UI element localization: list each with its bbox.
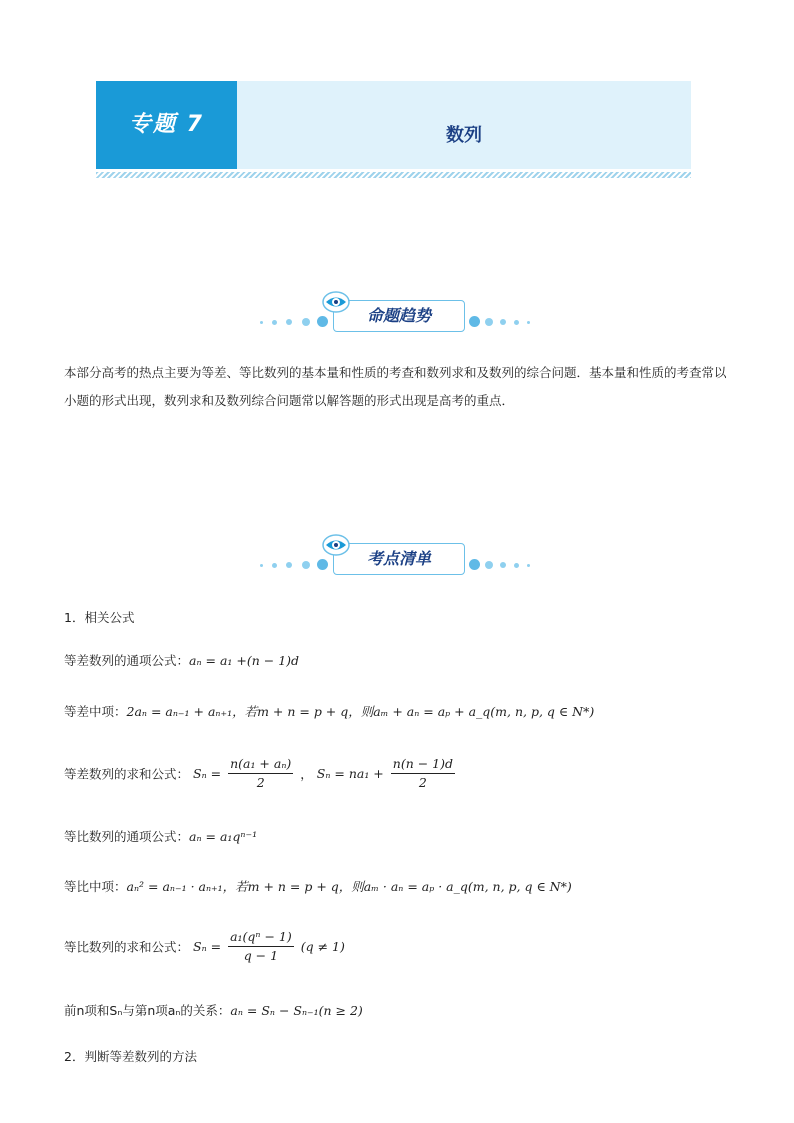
arith-sum-fraction-2	[391, 755, 455, 792]
fraction-numerator: n(n − 1)d	[391, 755, 455, 774]
section-heading-trend	[255, 290, 545, 340]
arith-general-label: 等差数列的通项公式：	[64, 653, 190, 668]
arith-general-formula: aₙ = a₁ +(n − 1)d	[189, 653, 300, 668]
arith-mid-label: 等差中项：	[64, 704, 127, 719]
section-heading-checklist	[255, 533, 545, 583]
arith-sum-label: 等差数列的求和公式：	[64, 766, 190, 782]
section-title-box	[333, 300, 465, 332]
heading-judge-arith: 2．判断等差数列的方法	[64, 1049, 197, 1064]
section-title: 考点清单	[366, 549, 431, 568]
arith-mid-formula: 2aₙ = aₙ₋₁ + aₙ₊₁，若m + n = p + q，则aₘ + aₙ = aₚ + a_q(m, n, p, q ∈ N*)	[126, 704, 595, 719]
geo-sum-row	[64, 928, 345, 965]
topic-number-label: 专题 7	[129, 112, 204, 137]
trend-paragraph: 本部分高考的热点主要为等差、等比数列的基本量和性质的考查和数列求和及数列的综合问题．基本量和性质的考查常以小题的形式出现，数列求和及数列综合问题常以解答题的形式出现是高考的重点．	[64, 365, 727, 408]
relation-row	[64, 1001, 363, 1019]
arith-sum-fraction-1	[228, 755, 293, 792]
arith-mid-row	[64, 702, 594, 720]
arith-sum-f2-lhs: Sₙ = na₁ +	[316, 766, 384, 781]
fraction-denominator: q − 1	[243, 948, 279, 963]
geo-sum-condition: (q ≠ 1)	[300, 939, 345, 954]
relation-formula: aₙ = Sₙ − Sₙ₋₁(n ≥ 2)	[230, 1003, 363, 1018]
geo-mid-formula: aₙ² = aₙ₋₁ · aₙ₊₁，若m + n = p + q，则aₘ · aₙ = aₚ · a_q(m, n, p, q ∈ N*)	[126, 879, 572, 894]
fraction-numerator: n(a₁ + aₙ)	[228, 755, 293, 774]
heading-related-formulas: 1．相关公式	[64, 610, 135, 625]
relation-label: 前n项和Sₙ与第n项aₙ的关系：	[64, 1003, 231, 1018]
banner-underline-stripe	[96, 172, 691, 178]
geo-sum-fraction	[228, 928, 294, 965]
formula-separator: ，	[300, 766, 313, 782]
geo-sum-label: 等比数列的求和公式：	[64, 939, 190, 955]
geo-general-row	[64, 827, 257, 845]
arith-sum-row	[64, 755, 458, 792]
arith-general-row	[64, 651, 299, 669]
geo-general-label: 等比数列的通项公式：	[64, 829, 190, 844]
section-title-box	[333, 543, 465, 575]
geo-mid-label: 等比中项：	[64, 879, 127, 894]
fraction-denominator: 2	[418, 775, 427, 790]
fraction-denominator: 2	[256, 775, 265, 790]
topic-title: 数列	[446, 125, 482, 146]
section-title: 命题趋势	[366, 306, 431, 325]
fraction-numerator: a₁(qⁿ − 1)	[228, 928, 294, 947]
eye-icon	[321, 533, 351, 557]
geo-mid-row	[64, 877, 572, 895]
arith-sum-f1-lhs: Sₙ =	[193, 766, 222, 781]
geo-general-formula: aₙ = a₁qⁿ⁻¹	[189, 829, 258, 844]
geo-sum-lhs: Sₙ =	[193, 939, 222, 954]
eye-icon	[321, 290, 351, 314]
